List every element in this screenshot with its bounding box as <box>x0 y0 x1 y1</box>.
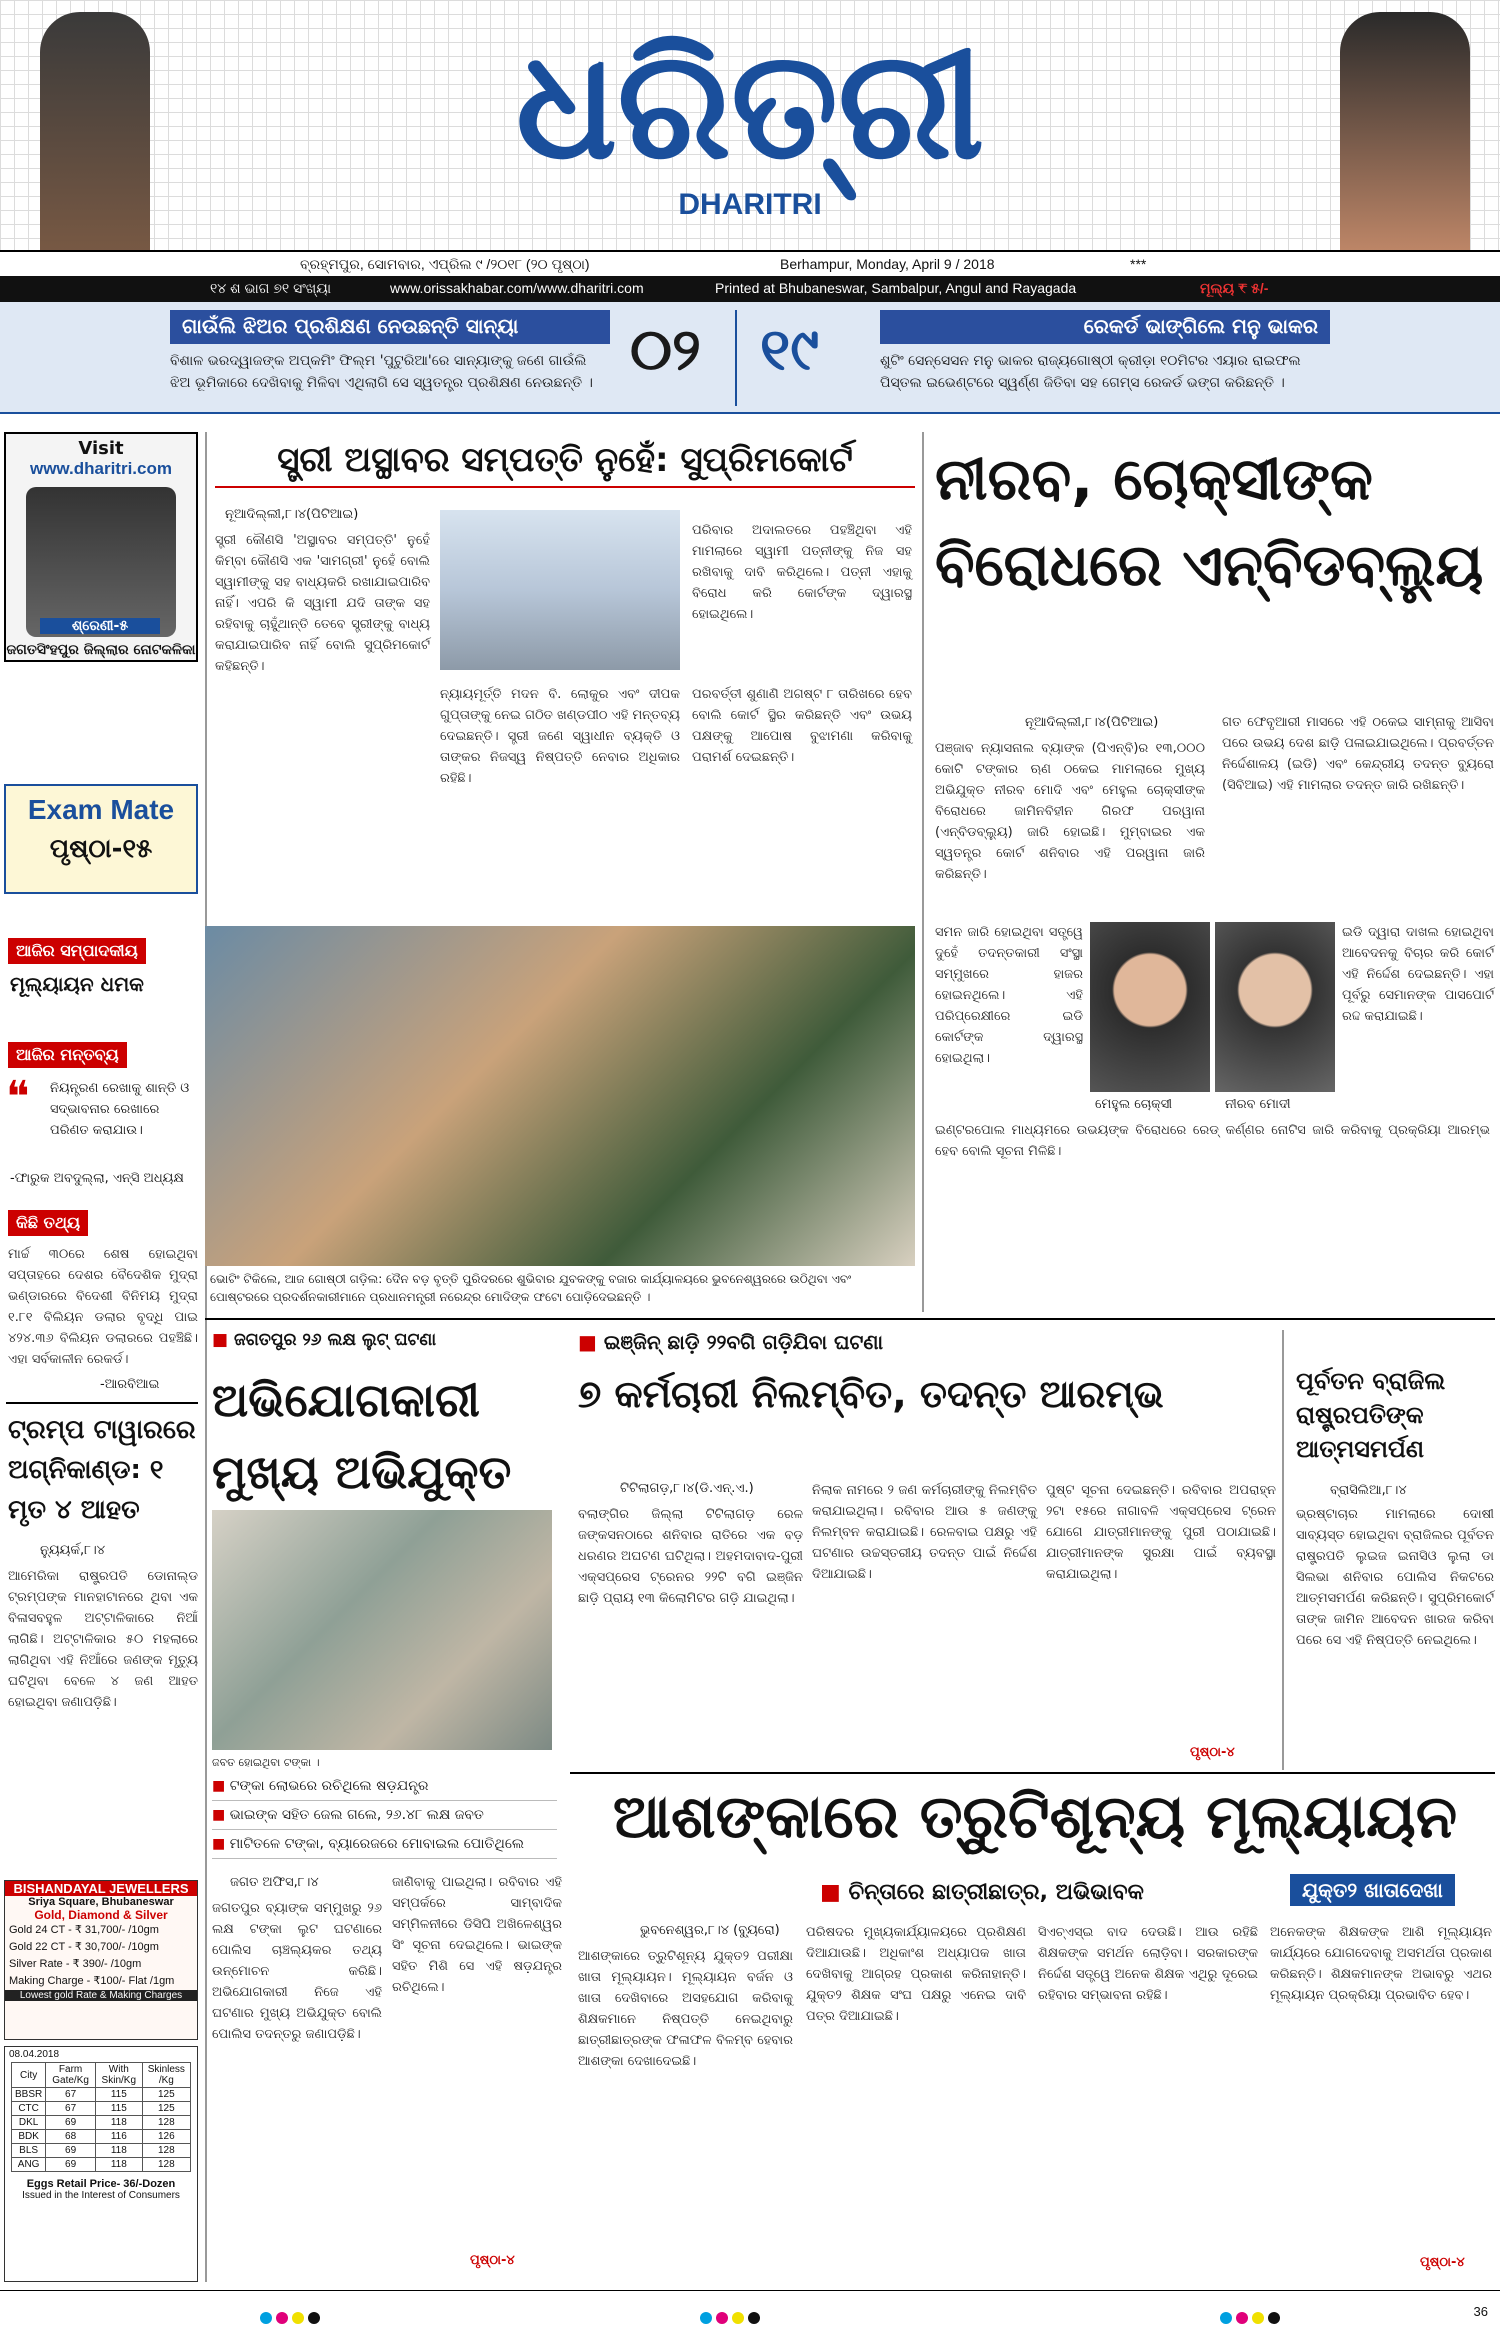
supreme-court-photo <box>440 510 680 670</box>
teaser-divider <box>735 310 737 406</box>
table-row <box>12 2144 191 2158</box>
cell: 125 <box>142 2102 190 2116</box>
registration-mark <box>260 2312 272 2324</box>
silver-rate: Silver Rate - ₹ 390/- /10gm <box>9 1958 142 1970</box>
fact-label: କିଛି ତଥ୍ୟ <box>8 1210 88 1236</box>
exam-body-2: ପରିଷଦର ମୁଖ୍ୟକାର୍ଯ୍ୟାଳୟରେ ପ୍ରଶିକ୍ଷଣ ଦିଆଯାଉଛି। ଅଧିକାଂଶ ଅଧ୍ୟାପକ ଖାତା ଦେଖିବାକୁ ଆଗ୍ରହ ପ୍ରକାଶ କରିନାହାନ୍ତି। ଯୁକ୍ତ୨ ଶିକ୍ଷକ ସଂଘ ପକ୍ଷରୁ ଏନେଇ ଦାବି ପତ୍ର ଦିଆଯାଇଛି। <box>806 1925 1026 2024</box>
teaser-body-right: ଶୁଟିଂ ସେନ୍‌ସେସନ ମନୁ ଭାକର ରାଜ୍ୟଗୋଷ୍ଠୀ କ୍ରୀଡ଼ା ୧୦ମିଟର ଏୟାର ରାଇଫଲ ପିସ୍ତଲ ଇଭେଣ୍ଟରେ ସ୍ୱର୍ଣ୍ଣ ଜିତିବା ସହ ଗେମ୍ସ ରେକର୍ଡ ଭଙ୍ଗ କରିଛନ୍ତି । <box>880 353 1301 391</box>
cell: 115 <box>95 2088 142 2102</box>
cash-photo-caption: ଜବତ ହୋଇଥିବା ଟଙ୍କା । <box>212 1756 320 1769</box>
district-notes: ଜଗତସିଂହପୁର ଜିଲ୍ଲାର ନୋଟକଳିକା <box>6 642 196 658</box>
comment-label: ଆଜିର ମନ୍ତବ୍ୟ <box>8 1042 127 1068</box>
jagatpur-dateline: ଜଗତ ଅଫିସ,୮।୪ <box>230 1875 319 1890</box>
sc-body-3: ପରିବାର ଅଦାଲତରେ ପହଞ୍ଚିଥିବା ଏହି ମାମଲାରେ ସ୍ୱାମୀ ପତ୍ନୀଙ୍କୁ ନିଜ ସହ ରଖିବାକୁ ଦାବି କରିଥିଲେ। ପତ୍ନୀ ଏହାକୁ ବିରୋଧ କରି କୋର୍ଟଙ୍କ ଦ୍ୱାରସ୍ଥ ହୋଇଥିଲେ। <box>692 523 912 622</box>
col-header: City <box>12 2063 46 2088</box>
cell: BDK <box>12 2130 46 2144</box>
fact-text: ମାର୍ଚ୍ଚ ୩୦ରେ ଶେଷ ହୋଇଥିବା ସପ୍ତାହରେ ଦେଶର ବୈଦେଶିକ ମୁଦ୍ରା ଭଣ୍ଡାରରେ ବିଦେଶୀ ବିନିମୟ ମୁଦ୍ରା ୧.୮୧ ବିଲିୟନ ଡଲାର ବୃଦ୍ଧି ପାଇ ୪୨୪.୩୬ ବିଲିୟନ ଡଲାରରେ ପହଞ୍ଚିଛି। ଏହା ସର୍ବକାଳୀନ ରେକର୍ଡ। <box>8 1247 198 1367</box>
engine-body-1: ବଲାଙ୍ଗିର ଜିଲ୍ଲା ଟିଟିଲାଗଡ଼ ରେଳ ଜଙ୍କସନଠାରେ ଶନିବାର ରାତିରେ ଏକ ବଡ଼ ଧରଣର ଅଘଟଣ ଘଟିଥିଲା। ଅହମଦାବାଦ-ପୁରୀ ଏକ୍ସପ୍ରେସ ଟ୍ରେନର ୨୨ଟି ବଗି ଇଞ୍ଜିନ ଛାଡ଼ି ପ୍ରାୟ ୧୩ କିଲୋମିଟର ଗଡ଼ି ଯାଇଥିଲା। <box>578 1507 803 1606</box>
registration-mark <box>732 2312 744 2324</box>
cell: 118 <box>95 2116 142 2130</box>
exam-body-1: ଆଶଙ୍କାରେ ତ୍ରୁଟିଶୂନ୍ୟ ଯୁକ୍ତ୨ ପରୀକ୍ଷା ଖାତା ମୂଲ୍ୟାୟନ। ମୂଲ୍ୟାୟନ ବର୍ଜନ ଓ ଖାତା ଦେଖିବାରେ ଅସହଯୋଗ କରିବାକୁ ଶିକ୍ଷକମାନେ ନିଷ୍ପତ୍ତି ନେଇଥିବାରୁ ଛାତ୍ରୀଛାତ୍ରଙ୍କ ଫଳାଫଳ ବିଳମ୍ବ ହେବାର ଆଶଙ୍କା ଦେଖାଦେଇଛି। <box>578 1949 793 2069</box>
protest-caption: ଭୋଟିଂ ଟିକିଲେ, ଆଜ ଗୋଷ୍ଠୀ ଗଡ଼ିଲ: ଦୈନ ବଡ଼ ବୃତ୍ତି ପୁରିଦରରେ ଶୁଭିବାର ଯୁବକଙ୍କୁ ବଜାର କାର୍ଯ୍ୟାଳୟରେ ଭୁବନେଶ୍ୱରରେ ଉଠିଥିବା ଏବଂ ପୋଷ୍ଟରରେ ପ୍ରଦର୍ଶନକାରୀମାନେ ପ୍ରଧାନମନ୍ତ୍ରୀ ନରେନ୍ଦ୍ର ମୋଦିଙ୍କ ଫଟୋ ପୋଡ଼ିଦେଇଛନ୍ତି । <box>210 1272 852 1304</box>
caption-nirav: ନୀରବ ମୋଦୀ <box>1225 1097 1291 1112</box>
jeweller-rate-title: Gold, Diamond & Silver <box>34 1908 168 1922</box>
editorial-label: ଆଜିର ସମ୍ପାଦକୀୟ <box>8 938 146 964</box>
mehul-choksi-photo <box>1090 922 1210 1092</box>
divider <box>205 1318 1495 1320</box>
newspaper-logo: ଧରିତ୍ରୀ <box>515 17 985 193</box>
visit-label: Visit <box>78 438 124 459</box>
registration-mark <box>308 2312 320 2324</box>
exam-dateline: ଭୁବନେଶ୍ୱର,୮।୪ (ବ୍ୟୁରୋ) <box>640 1923 780 1938</box>
exam-mate-page: ପୃଷ୍ଠା-୧୫ <box>49 834 153 864</box>
divider <box>570 1772 1495 1774</box>
cell: 118 <box>95 2158 142 2172</box>
table-row <box>12 2158 191 2172</box>
cell: 68 <box>46 2130 96 2144</box>
jagatpur-body-1: ଜଗତପୁର ବ୍ୟାଙ୍କ ସମ୍ମୁଖରୁ ୨୬ ଲକ୍ଷ ଟଙ୍କା ଲୁଟ ଘଟଣାରେ ପୋଲିସ ଚାଞ୍ଚଲ୍ୟକର ତଥ୍ୟ ଉନ୍ମୋଚନ କରିଛି। ଅଭିଯୋଗକାରୀ ନିଜେ ଏହି ଘଟଣାର ମୁଖ୍ୟ ଅଭିଯୁକ୍ତ ବୋଲି ପୋଲିସ ତଦନ୍ତରୁ ଜଣାପଡ଼ିଛି। <box>212 1901 382 2042</box>
jagatpur-kicker: ■ ଜଗତପୁର ୨୬ ଲକ୍ଷ ଲୁଟ୍ ଘଟଣା <box>212 1330 437 1350</box>
cell: 128 <box>142 2144 190 2158</box>
stars: *** <box>1130 256 1147 272</box>
cell: BBSR <box>12 2088 46 2102</box>
egg-rate-table <box>11 2062 191 2172</box>
cell: 69 <box>46 2158 96 2172</box>
date-odia: ବ୍ରହ୍ମପୁର, ସୋମବାର, ଏପ୍ରିଲ ୯ /୨୦୧୮ (୨୦ ପୃଷ୍ଠା) <box>300 256 590 272</box>
main-body-1: ପଞ୍ଜାବ ନ୍ୟାସନାଲ ବ୍ୟାଙ୍କ (ପିଏନ୍‌ବି)ର ୧୩,୦୦୦ କୋଟି ଟଙ୍କାର ଋଣ ଠକେଇ ମାମଲାରେ ମୁଖ୍ୟ ଅଭିଯୁକ୍ତ ନୀରବ ମୋଦି ଏବଂ ମେହୁଲ ଚୋକ୍‌ସୀଙ୍କ ବିରୋଧରେ ଜାମିନବିହୀନ ଗିରଫ ପରୱାନା (ଏନ୍‌ବିଡବ୍ଲ୍ୟୁ) ଜାରି ହୋଇଛି। ମୁମ୍ବାଇର ଏକ ସ୍ୱତନ୍ତ୍ର କୋର୍ଟ ଶନିବାର ଏହି ପରୱାନା ଜାରି କରିଛନ୍ତି। <box>935 741 1205 882</box>
trump-dateline: ନ୍ୟୁୟର୍କ,୮।୪ <box>40 1543 106 1558</box>
exam-mate-box[interactable] <box>4 784 198 894</box>
col-header: With Skin/Kg <box>95 2063 142 2088</box>
date-english: Berhampur, Monday, April 9 / 2018 <box>780 256 995 272</box>
registration-mark <box>1236 2312 1248 2324</box>
main-body-5: ଇଣ୍ଟରପୋଲ ମାଧ୍ୟମରେ ଉଭୟଙ୍କ ବିରୋଧରେ ରେଡ୍ କର୍ଣ୍ଣର ନୋଟିସ ଜାରି କରିବାକୁ ପ୍ରକ୍ରିୟା ଆରମ୍ଭ ହେବ ବୋଲି ସୂଚନା ମିଳିଛି। <box>935 1123 1490 1159</box>
table-row <box>12 2116 191 2130</box>
cell: DKL <box>12 2116 46 2130</box>
cell: 125 <box>142 2088 190 2102</box>
engine-kicker: ■ ଇଞ୍ଜିନ୍ ଛାଡ଼ି ୨୨ବଗି ଗଡ଼ିଯିବା ଘଟଣା <box>578 1330 884 1354</box>
engine-dateline: ଟିଟିଲାଗଡ଼,୮।୪(ଡି.ଏନ୍.ଏ.) <box>620 1481 754 1496</box>
quote-author: -ଫାରୁକ ଅବଦୁଲ୍ଲା, ଏନ୍‌ସି ଅଧ୍ୟକ୍ଷ <box>10 1171 184 1186</box>
cell: BLS <box>12 2144 46 2158</box>
quote-icon: ❝ <box>6 1072 30 1123</box>
table-row <box>12 2088 191 2102</box>
cell: 69 <box>46 2116 96 2130</box>
teaser-page-right: ୧୯ <box>760 315 820 383</box>
brazil-dateline: ବ୍ରାସିଲିଆ,୮।୪ <box>1330 1483 1407 1498</box>
main-dateline: ନୂଆଦିଲ୍ଲୀ,୮।୪(ପିଟିଆଇ) <box>1025 715 1159 730</box>
exam-kicker-text: ଚିନ୍ତାରେ ଛାତ୍ରୀଛାତ୍ର, ଅଭିଭାବକ <box>848 1880 1144 1905</box>
website-links[interactable]: www.orissakhabar.com/www.dharitri.com <box>390 280 644 296</box>
registration-mark <box>1252 2312 1264 2324</box>
list-item: ■ ଭାଇଙ୍କ ସହିତ ଜେଲ ଗଲେ, ୨୬.୪୮ ଲକ୍ଷ ଜବତ <box>212 1801 557 1830</box>
brazil-headline[interactable]: ପୂର୍ବତନ ବ୍ରାଜିଲ ରାଷ୍ଟ୍ରପତିଙ୍କ ଆତ୍ମସମର୍ପଣ <box>1296 1367 1446 1463</box>
exam-kicker: ■ ଚିନ୍ତାରେ ଛାତ୍ରୀଛାତ୍ର, ଅଭିଭାବକ <box>820 1880 1144 1905</box>
caption-choksi: ମେହୁଲ ଚୋକ୍‌ସୀ <box>1095 1097 1173 1112</box>
column-rule <box>205 432 207 2282</box>
engine-body-2: ନିଲାକ ନାମରେ ୨ ଜଣ କର୍ମଚାରୀଙ୍କୁ ନିଲମ୍ବିତ କରାଯାଇଥିଲା। ରବିବାର ଆଉ ୫ ଜଣଙ୍କୁ ନିଲମ୍ବନ କରାଯାଇଛି। ରେଳବାଇ ପକ୍ଷରୁ ଏହି ଘଟଣାର ଉଚ୍ଚସ୍ତରୀୟ ତଦନ୍ତ ପାଇଁ ନିର୍ଦ୍ଦେଶ ଦିଆଯାଇଛି। <box>812 1483 1037 1582</box>
cell: 67 <box>46 2088 96 2102</box>
teaser-headline-right[interactable]: ରେକର୍ଡ ଭାଙ୍ଗିଲେ ମନୁ ଭାକର <box>880 310 1330 344</box>
shooter-photo <box>1340 12 1470 262</box>
nirav-modi-photo <box>1215 922 1335 1092</box>
teaser-page-left: ୦୨ <box>630 315 701 383</box>
jagatpur-bullets <box>212 1772 557 1859</box>
jagatpur-headline[interactable]: ଅଭିଯୋଗକାରୀ ମୁଖ୍ୟ ଅଭିଯୁକ୍ତ <box>212 1373 512 1499</box>
sc-body-4: ପରବର୍ତ୍ତୀ ଶୁଣାଣି ଅଗଷ୍ଟ ୮ ତାରିଖରେ ହେବ ବୋଲି କୋର୍ଟ ସ୍ଥିର କରିଛନ୍ତି ଏବଂ ଉଭୟ ପକ୍ଷଙ୍କୁ ଆପୋଷ ବୁଝାମଣା କରିବାକୁ ପରାମର୍ଶ ଦେଇଛନ୍ତି। <box>692 687 912 765</box>
egg-retail-price: Eggs Retail Price- 36/-Dozen <box>26 2178 176 2190</box>
jagatpur-body-2: ଜାଣିବାକୁ ପାଇଥିଲା। ରବିବାର ଏହି ସମ୍ପର୍କରେ ସାମ୍ବାଦିକ ସମ୍ମିଳନୀରେ ଡିସିପି ଅଖିଳେଶ୍ୱର ସିଂ ସୂଚନା ଦେଇଥିଲେ। ଭାଇଙ୍କ ସହିତ ମିଶି ସେ ଏହି ଷଡ଼ଯନ୍ତ୍ର ରଚିଥିଲେ। <box>392 1875 562 1995</box>
engine-kicker-text: ଇଞ୍ଜିନ୍ ଛାଡ଼ି ୨୨ବଗି ଗଡ଼ିଯିବା ଘଟଣା <box>603 1330 884 1354</box>
footer-rule <box>0 2290 1500 2291</box>
protest-photo <box>205 926 915 1266</box>
visit-url[interactable]: www.dharitri.com <box>29 459 172 478</box>
price: ମୂଲ୍ୟ ₹ ୫/- <box>1200 280 1269 296</box>
exam-body-3: ସିଏଚ୍‌ଏସ୍‌ଇ ବାଦ ଦେଉଛି। ଆଉ ରହିଛି ଶିକ୍ଷକଙ୍କ ସମର୍ଥନ ଲୋଡ଼ିବା। ସରକାରଙ୍କ ନିର୍ଦ୍ଦେଶ ସତ୍ତ୍ୱେ ଅନେକ ଶିକ୍ଷକ ଏଥିରୁ ଦୂରେଇ ରହିବାର ସମ୍ଭାବନା ରହିଛି। <box>1038 1925 1258 2003</box>
registration-mark <box>1220 2312 1232 2324</box>
brazil-body: ଭ୍ରଷ୍ଟାଚାର ମାମଲାରେ ଦୋଷୀ ସାବ୍ୟସ୍ତ ହୋଇଥିବା ବ୍ରାଜିଲର ପୂର୍ବତନ ରାଷ୍ଟ୍ରପତି ଲୁଇଜ ଇନାସିଓ ଲୁଲା ଡା ସିଲଭା ଶନିବାର ପୋଲିସ ନିକଟରେ ଆତ୍ମସମର୍ପଣ କରିଛନ୍ତି। ସୁପ୍ରିମକୋର୍ଟ ତାଙ୍କ ଜାମିନ ଆବେଦନ ଖାରଜ କରିବା ପରେ ସେ ଏହି ନିଷ୍ପତ୍ତି ନେଇଥିଲେ। <box>1296 1507 1494 1648</box>
table-row <box>12 2130 191 2144</box>
sc-dateline: ନୂଆଦିଲ୍ଲୀ,୮।୪(ପିଟିଆଇ) <box>225 507 359 522</box>
cell: 69 <box>46 2144 96 2158</box>
jeweller-note: Lowest gold Rate & Making Charges <box>5 1990 197 2001</box>
sc-headline[interactable]: ସ୍ତ୍ରୀ ଅସ୍ଥାବର ସମ୍ପତ୍ତି ନୁହେଁ: ସୁପ୍ରିମକୋର୍ଟ <box>215 440 915 488</box>
col-header: Skinless /Kg <box>142 2063 190 2088</box>
gold-22-rate: Gold 22 CT - ₹ 30,700/- /10gm <box>9 1941 159 1953</box>
exam-body-4: ଅନେକଙ୍କ ଶିକ୍ଷକଙ୍କ ଆଶି ମୂଲ୍ୟାୟନ କାର୍ଯ୍ୟରେ ଯୋଗଦେବାକୁ ଅସମର୍ଥତା ପ୍ରକାଶ କରିଛନ୍ତି। ଶିକ୍ଷକମାନଙ୍କ ଅଭାବରୁ ଏଥର ମୂଲ୍ୟାୟନ ପ୍ରକ୍ରିୟା ପ୍ରଭାବିତ ହେବ। <box>1270 1925 1492 2003</box>
gold-24-rate: Gold 24 CT - ₹ 31,700/- /10gm <box>9 1924 159 1936</box>
registration-mark <box>276 2312 288 2324</box>
table-row <box>12 2102 191 2116</box>
divider <box>6 1402 198 1404</box>
registration-mark <box>292 2312 304 2324</box>
main-body-3: ସମନ ଜାରି ହୋଇଥିବା ସତ୍ତ୍ୱେ ଦୁହେଁ ତଦନ୍ତକାରୀ ସଂସ୍ଥା ସମ୍ମୁଖରେ ହାଜର ହୋଇନଥିଲେ। ଏହି ପରିପ୍ରେକ୍ଷୀରେ ଇଡି କୋର୍ଟଙ୍କ ଦ୍ୱାରସ୍ଥ ହୋଇଥିଲା। <box>935 925 1083 1066</box>
egg-date: 08.04.2018 <box>9 2049 60 2060</box>
cell: 126 <box>142 2130 190 2144</box>
column-rule <box>1282 1330 1284 1770</box>
fact-source: -ଆରବିଆଇ <box>100 1377 160 1392</box>
sc-body-2: ନ୍ୟାୟମୂର୍ତ୍ତି ମଦନ ବି. ଲୋକୁର ଏବଂ ଦୀପକ ଗୁପ୍ତାଙ୍କୁ ନେଇ ଗଠିତ ଖଣ୍ଡପୀଠ ଏହି ମନ୍ତବ୍ୟ ଦେଇଛନ୍ତି। ସ୍ତ୍ରୀ ଜଣେ ସ୍ୱାଧୀନ ବ୍ୟକ୍ତି ଓ ତାଙ୍କର ନିଜସ୍ୱ ନିଷ୍ପତ୍ତି ନେବାର ଅଧିକାର ରହିଛି। <box>440 687 680 786</box>
phone-illustration <box>26 487 176 637</box>
trump-headline[interactable]: ଟ୍ରମ୍ପ ଟାୱାରରେ ଅଗ୍ନିକାଣ୍ଡ: ୧ ମୃତ ୪ ଆହତ <box>8 1415 196 1525</box>
egg-note: Issued in the Interest of Consumers <box>22 2190 180 2201</box>
exam-mate-title: Exam Mate <box>27 794 175 825</box>
main-body-4: ଇଡି ଦ୍ୱାରା ଦାଖଲ ହୋଇଥିବା ଆବେଦନକୁ ବିଚାର କରି କୋର୍ଟ ଏହି ନିର୍ଦ୍ଦେଶ ଦେଇଛନ୍ତି। ଏହା ପୂର୍ବରୁ ସେମାନଙ୍କ ପାସପୋର୍ଟ ରଦ୍ଦ କରାଯାଇଛି। <box>1342 925 1494 1024</box>
jagatpur-page-ref[interactable]: ପୃଷ୍ଠା-୪ <box>470 2253 515 2268</box>
cell: ANG <box>12 2158 46 2172</box>
registration-mark <box>716 2312 728 2324</box>
cell: 115 <box>95 2102 142 2116</box>
column-rule <box>922 432 924 1312</box>
egg-rate-box <box>4 2046 198 2282</box>
engine-headline[interactable]: ୭ କର୍ମଚାରୀ ନିଲମ୍ବିତ, ତଦନ୍ତ ଆରମ୍ଭ <box>578 1372 1164 1416</box>
exam-tag: ଯୁକ୍ତ୨ ଖାତାଦେଖା <box>1290 1874 1455 1906</box>
registration-mark <box>1268 2312 1280 2324</box>
cell: 128 <box>142 2116 190 2130</box>
cell: 67 <box>46 2102 96 2116</box>
page-number: 36 <box>1473 2304 1488 2319</box>
cell: 128 <box>142 2158 190 2172</box>
main-headline[interactable]: ନୀରବ, ଚୋକ୍‌ସୀଙ୍କ ବିରୋଧରେ ଏନ୍‌ବିଡବ୍ଲ୍ୟୁ <box>935 445 1484 599</box>
issue-number: ୧୪ ଶ ଭାଗ ୭୧ ସଂଖ୍ୟା <box>210 280 332 296</box>
registration-mark <box>700 2312 712 2324</box>
seized-cash-photo <box>212 1510 552 1750</box>
engine-body-3: ପୁଷ୍ଟ ସୂଚନା ଦେଇଛନ୍ତି। ରବିବାର ଅପରାହ୍ନ ୨ଟା ୧୫ରେ ନାଗାବଳି ଏକ୍ସପ୍ରେସ ଟ୍ରେନ ଯୋଗେ ଯାତ୍ରୀମାନଙ୍କୁ ପୁରୀ ପଠାଯାଇଛି। ଯାତ୍ରୀମାନଙ୍କ ସୁରକ୍ଷା ପାଇଁ ବ୍ୟବସ୍ଥା କରାଯାଇଥିଲା। <box>1046 1483 1276 1582</box>
col-header: Farm Gate/Kg <box>46 2063 96 2088</box>
editorial-title[interactable]: ମୂଲ୍ୟାୟନ ଧମକ <box>10 972 144 996</box>
jeweller-address: Sriya Square, Bhubaneswar <box>28 1896 174 1908</box>
jeweller-ad[interactable] <box>4 1880 198 2040</box>
list-item: ■ ମାଟିତଳେ ଟଙ୍କା, ବ୍ୟାରେଜରେ ମୋବାଇଲ ପୋତିଥିଲେ <box>212 1830 557 1859</box>
cell: 116 <box>95 2130 142 2144</box>
jagatpur-kicker-text: ଜଗତପୁର ୨୬ ଲକ୍ଷ ଲୁଟ୍ ଘଟଣା <box>233 1330 437 1350</box>
jeweller-name: BISHANDAYAL JEWELLERS <box>5 1881 197 1896</box>
district-tag: ଶ୍ରେଣୀ-୫ <box>40 618 160 634</box>
dateline-bar <box>0 250 1500 276</box>
actress-photo <box>40 12 150 262</box>
sc-body-1: ସ୍ତ୍ରୀ କୌଣସି 'ଅସ୍ଥାବର ସମ୍ପତ୍ତି' ନୁହେଁ କିମ୍ବା କୌଣସି ଏକ 'ସାମଗ୍ରୀ' ନୁହେଁ ବୋଲି ସ୍ୱାମୀଙ୍କୁ ସହ ବାଧ୍ୟକରି ରଖାଯାଇପାରିବ ନାହିଁ। ଏପରି କି ସ୍ୱାମୀ ଯଦି ତାଙ୍କ ସହ ରହିବାକୁ ଚାହୁଁଥାନ୍ତି ତେବେ ସ୍ତ୍ରୀଙ୍କୁ ବାଧ୍ୟ କରାଯାଇପାରିବ ନାହିଁ ବୋଲି ସୁପ୍ରିମକୋର୍ଟ କହିଛନ୍ତି। <box>215 533 430 674</box>
making-charge: Making Charge - ₹100/- Flat /1gm <box>9 1975 175 1987</box>
cell: 118 <box>95 2144 142 2158</box>
cell: CTC <box>12 2102 46 2116</box>
list-item: ■ ଟଙ୍କା ଲୋଭରେ ରଚିଥିଲେ ଷଡ଼ଯନ୍ତ୍ର <box>212 1772 557 1801</box>
exam-headline[interactable]: ଆଶଙ୍କାରେ ତ୍ରୁଟିଶୂନ୍ୟ ମୂଲ୍ୟାୟନ <box>612 1782 1458 1852</box>
registration-mark <box>748 2312 760 2324</box>
exam-page-ref[interactable]: ପୃଷ୍ଠା-୪ <box>1420 2255 1465 2270</box>
main-body-2: ଗତ ଫେବୃଆରୀ ମାସରେ ଏହି ଠକେଇ ସାମ୍ନାକୁ ଆସିବା ପରେ ଉଭୟ ଦେଶ ଛାଡ଼ି ପଳାଇଯାଇଥିଲେ। ପ୍ରବର୍ତ୍ତନ ନିର୍ଦ୍ଦେଶାଳୟ (ଇଡି) ଏବଂ କେନ୍ଦ୍ରୀୟ ତଦନ୍ତ ବ୍ୟୁରୋ (ସିବିଆଇ) ଏହି ମାମଲାର ତଦନ୍ତ ଜାରି ରଖିଛନ୍ତି। <box>1222 715 1494 793</box>
engine-page-ref[interactable]: ପୃଷ୍ଠା-୪ <box>1190 1745 1235 1760</box>
trump-body: ଆମେରିକା ରାଷ୍ଟ୍ରପତି ଡୋନାଲ୍ଡ ଟ୍ରମ୍ପଙ୍କ ମାନହାଟାନରେ ଥିବା ଏକ ବିଳାସବହୁଳ ଅଟ୍ଟାଳିକାରେ ନିଆଁ ଲାଗିଛି। ଅଟ୍ଟାଳିକାର ୫୦ ମହଲାରେ ଲାଗିଥିବା ଏହି ନିଆଁରେ ଜଣଙ୍କ ମୃତ୍ୟୁ ଘଟିଥିବା ବେଳେ ୪ ଜଣ ଆହତ ହୋଇଥିବା ଜଣାପଡ଼ିଛି। <box>8 1569 198 1710</box>
teaser-body-left: ବିଶାଳ ଭରଦ୍ୱାଜଙ୍କ ଅପ୍‌କମିଂ ଫିଲ୍ମ 'ପୁଟୁରିଆ'ରେ ସାନ୍ୟାଙ୍କୁ ଜଣେ ଗାଉଁଲି ଝିଅ ଭୂମିକାରେ ଦେଖିବାକୁ ମିଳିବା ଏଥିଲାଗି ସେ ସ୍ୱତନ୍ତ୍ର ପ୍ରଶିକ୍ଷଣ ନେଉଛନ୍ତି । <box>170 353 593 391</box>
teaser-headline-left[interactable]: ଗାଉଁଲି ଝିଅର ପ୍ରଶିକ୍ଷଣ ନେଉଛନ୍ତି ସାନ୍ୟା <box>170 310 610 344</box>
table-row <box>12 2063 191 2088</box>
quote-text: ନିୟନ୍ତ୍ରଣ ରେଖାକୁ ଶାନ୍ତି ଓ ସଦ୍‌ଭାବନାର ରେଖାରେ ପରିଣତ କରାଯାଉ। <box>50 1081 190 1138</box>
info-bar <box>0 276 1500 302</box>
printed-at: Printed at Bhubaneswar, Sambalpur, Angul and Rayagada <box>715 280 1077 296</box>
newspaper-logo-english: DHARITRI <box>678 188 822 221</box>
